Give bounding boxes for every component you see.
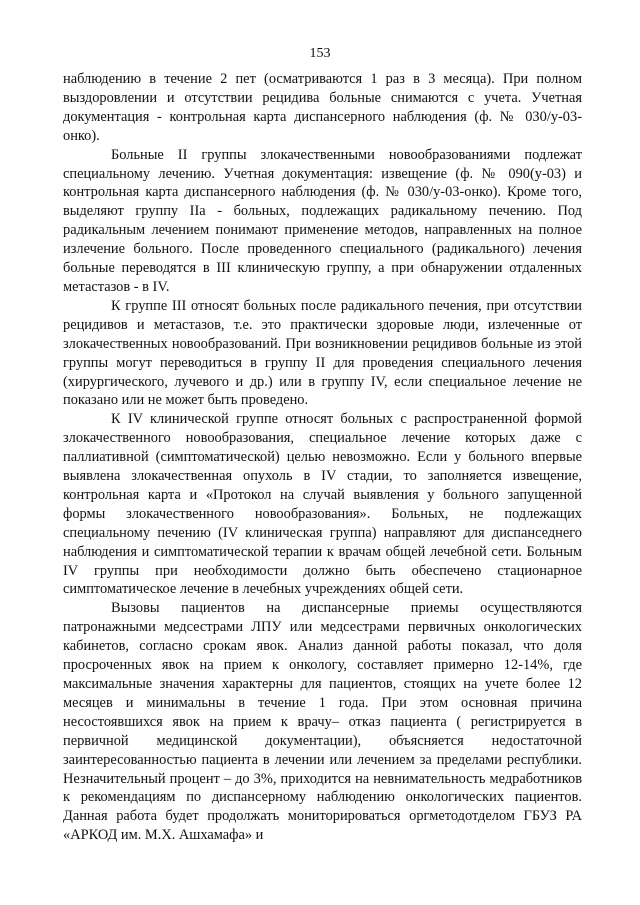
paragraph-dispensary-visits: Вызовы пациентов на диспансерные приемы осуществляются патронажными медсестрами ЛПУ или медсестрами первичных онкологических кабинетов, согласно срокам явок. Анализ данной работы показал, что доля просроченных явок на прием к онкологу, составляет примерно 12-14%, где максимальные значения характерны для пациентов, стоящих на учете более 12 месяцев и минимальны в течение 1 года. При этом основная причина несостоявшихся явок на прием к врачу– отказ пациента ( регистрируется в первичной медицинской документации), объясняется недостаточной заинтересованностью пациента в лечении или лечением за пределами республики. Незначительный процент – до 3%, приходится на невнимательность медработников к рекомендациям по диспансерному наблюдению онкологических пациентов. Данная работа будет продолжать мониторироваться оргметодотделом ГБУЗ РА «АРКОД им. М.Х. Ашхамафа» и	[63, 600, 582, 844]
paragraph-group-3: К группе III относят больных после радикального печения, при отсутствии рецидивов и метастазов, т.е. это практически здоровые люди, излеченные от злокачественных новообразований. При возникновении рецидивов больные из этой группы могут переводиться в группу II для проведения специального лечения (хирургического, лучевого и др.) или в группу IV, если специальное лечение не показано или не может быть проведено.	[63, 297, 582, 409]
paragraph-group-4: К IV клинической группе относят больных с распространенной формой злокачественного новообразования, специальное лечение которых даже с паллиативной (симптоматической) целью невозможно. Если у больного впервые выявлена злокачественная опухоль в IV стадии, то заполняется извещение, контрольная карта и «Протокол на случай выявления у больного запущенной формы злокачественного новообразования». Больных, не подлежащих специальному печению (IV клиническая группа) направляют для диспанседнего наблюдения и симптоматической терапии к врачам общей лечебной сети. Больным IV группы при необходимости должно быть обеспечено стационарное симптоматическое лечение в лечебных учреждениях общей сети.	[63, 411, 582, 598]
paragraph-continuation: наблюдению в течение 2 пет (осматриваются 1 раз в 3 месяца). При полном выздоровлении и отсутствии рецидива больные снимаются с учета. Учетная документация - контрольная карта диспансерного наблюдения (ф. № 030/у-03-онко).	[63, 71, 582, 144]
body-text	[63, 70, 582, 845]
page-number: 153	[309, 46, 331, 61]
paragraph-group-2: Больные II группы злокачественными новообразованиями подлежат специальному лечению. Учетная документация: извещение (ф. № 090(у-03) и контрольная карта диспансерного наблюдения (ф. № 030/у-03-онко). Кроме того, выделяют группу IIa - больных, подлежащих радикальному печению. Под радикальным лечением понимают применение методов, направленных на полное излечение больного. После проведенного специального (радикального) лечения больные переводятся в III клиническую группу, а при обнаружении отдаленных метастазов - в IV.	[63, 146, 582, 295]
